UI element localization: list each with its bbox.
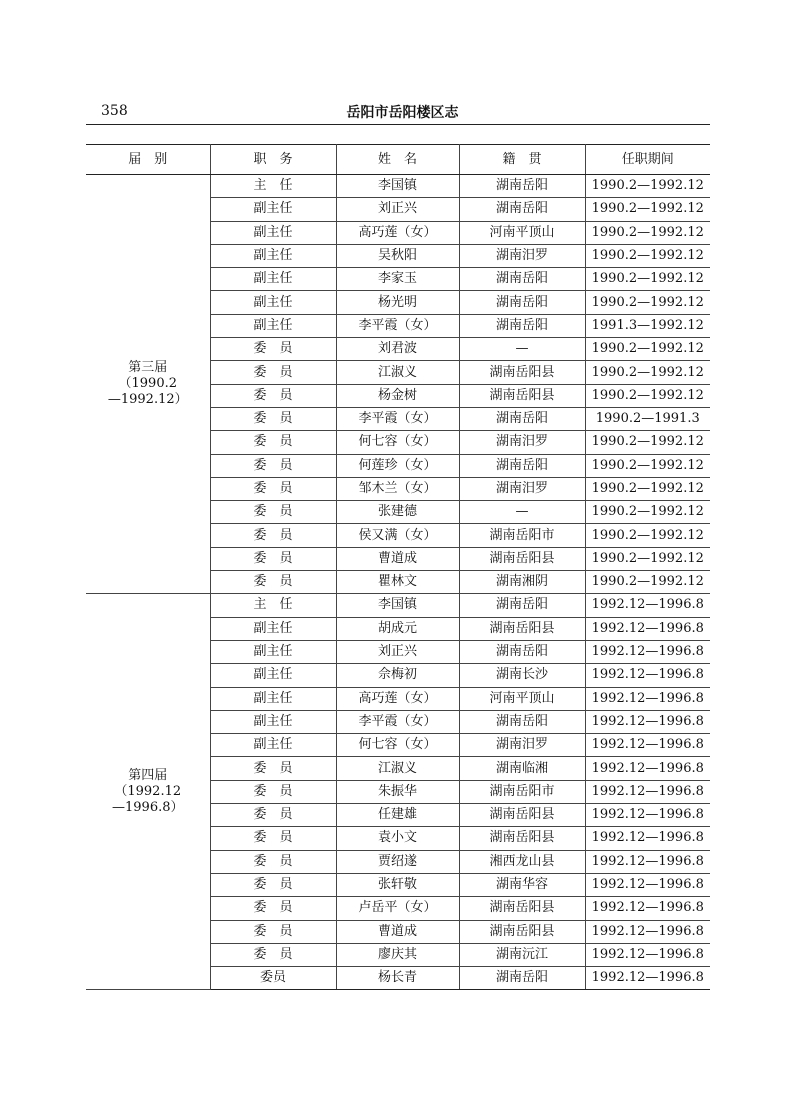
- native-place-cell: 湖南岳阳县: [459, 920, 585, 943]
- tenure-cell: 1990.2—1992.12: [585, 477, 710, 500]
- position-cell: 副主任: [210, 198, 336, 221]
- name-cell: 朱振华: [336, 780, 459, 803]
- position-cell: 副主任: [210, 268, 336, 291]
- position-cell: 委 员: [210, 780, 336, 803]
- position-cell: 委 员: [210, 431, 336, 454]
- position-cell: 主 任: [210, 594, 336, 617]
- name-cell: 瞿林文: [336, 571, 459, 594]
- name-cell: 曹道成: [336, 920, 459, 943]
- tenure-cell: 1990.2—1992.12: [585, 291, 710, 314]
- term-label-line: （1990.2: [118, 376, 177, 392]
- native-place-cell: 湖南岳阳: [459, 175, 585, 198]
- native-place-cell: 湖南汨罗: [459, 734, 585, 757]
- name-cell: 何七容（女）: [336, 734, 459, 757]
- position-cell: 副主任: [210, 617, 336, 640]
- native-place-cell: 湖南汨罗: [459, 477, 585, 500]
- native-place-cell: 河南平顶山: [459, 687, 585, 710]
- term-label-line: 第三届: [128, 360, 168, 376]
- native-place-cell: 湖南长沙: [459, 664, 585, 687]
- tenure-cell: 1992.12—1996.8: [585, 594, 710, 617]
- position-cell: 委 员: [210, 757, 336, 780]
- position-cell: 委 员: [210, 407, 336, 430]
- tenure-cell: 1992.12—1996.8: [585, 943, 710, 966]
- tenure-cell: 1990.2—1992.12: [585, 431, 710, 454]
- name-cell: 何莲珍（女）: [336, 454, 459, 477]
- position-cell: 委 员: [210, 361, 336, 384]
- position-cell: 主 任: [210, 175, 336, 198]
- position-cell: 副主任: [210, 640, 336, 663]
- native-place-cell: 湖南华容: [459, 873, 585, 896]
- tenure-cell: 1990.2—1992.12: [585, 547, 710, 570]
- name-cell: 高巧莲（女）: [336, 221, 459, 244]
- native-place-cell: 湖南汨罗: [459, 244, 585, 267]
- name-cell: 贾绍遂: [336, 850, 459, 873]
- native-place-cell: 湖南岳阳县: [459, 827, 585, 850]
- position-cell: 委 员: [210, 920, 336, 943]
- native-place-cell: 湖南岳阳: [459, 268, 585, 291]
- tenure-cell: 1991.3—1992.12: [585, 314, 710, 337]
- position-cell: 副主任: [210, 244, 336, 267]
- name-cell: 侯又满（女）: [336, 524, 459, 547]
- native-place-cell: 湖南汨罗: [459, 431, 585, 454]
- native-place-cell: 湘西龙山县: [459, 850, 585, 873]
- position-cell: 委 员: [210, 524, 336, 547]
- tenure-cell: 1990.2—1992.12: [585, 338, 710, 361]
- name-cell: 张建德: [336, 501, 459, 524]
- tenure-cell: 1992.12—1996.8: [585, 617, 710, 640]
- name-cell: 佘梅初: [336, 664, 459, 687]
- name-cell: 刘正兴: [336, 198, 459, 221]
- table-header-row: [86, 145, 710, 175]
- name-cell: 李平霞（女）: [336, 314, 459, 337]
- table-row: [86, 175, 710, 198]
- tenure-cell: 1992.12—1996.8: [585, 967, 710, 990]
- name-cell: 江淑义: [336, 757, 459, 780]
- position-cell: 委 员: [210, 501, 336, 524]
- name-cell: 杨金树: [336, 384, 459, 407]
- header-term: 届 别: [86, 145, 210, 175]
- tenure-cell: 1992.12—1996.8: [585, 850, 710, 873]
- position-cell: 委 员: [210, 827, 336, 850]
- native-place-cell: 河南平顶山: [459, 221, 585, 244]
- name-cell: 李家玉: [336, 268, 459, 291]
- native-place-cell: 湖南岳阳: [459, 314, 585, 337]
- tenure-cell: 1992.12—1996.8: [585, 757, 710, 780]
- header-position: 职 务: [210, 145, 336, 175]
- tenure-cell: 1990.2—1992.12: [585, 198, 710, 221]
- tenure-cell: 1990.2—1992.12: [585, 524, 710, 547]
- name-cell: 李国镇: [336, 175, 459, 198]
- position-cell: 副主任: [210, 734, 336, 757]
- native-place-cell: 湖南岳阳: [459, 198, 585, 221]
- native-place-cell: 湖南岳阳县: [459, 547, 585, 570]
- header-tenure: 任职期间: [585, 145, 710, 175]
- page-number: 358: [101, 103, 128, 119]
- name-cell: 李平霞（女）: [336, 710, 459, 733]
- tenure-cell: 1992.12—1996.8: [585, 827, 710, 850]
- name-cell: 袁小文: [336, 827, 459, 850]
- tenure-cell: 1990.2—1992.12: [585, 221, 710, 244]
- native-place-cell: 湖南岳阳: [459, 710, 585, 733]
- name-cell: 杨光明: [336, 291, 459, 314]
- tenure-cell: 1990.2—1992.12: [585, 501, 710, 524]
- tenure-cell: 1992.12—1996.8: [585, 710, 710, 733]
- tenure-cell: 1990.2—1992.12: [585, 384, 710, 407]
- committee-roster-table: [86, 144, 710, 990]
- tenure-cell: 1990.2—1992.12: [585, 454, 710, 477]
- native-place-cell: 湖南岳阳市: [459, 524, 585, 547]
- tenure-cell: 1992.12—1996.8: [585, 780, 710, 803]
- native-place-cell: —: [459, 501, 585, 524]
- position-cell: 委 员: [210, 477, 336, 500]
- tenure-cell: 1990.2—1992.12: [585, 361, 710, 384]
- native-place-cell: 湖南岳阳: [459, 291, 585, 314]
- native-place-cell: 湖南岳阳: [459, 967, 585, 990]
- position-cell: 委 员: [210, 384, 336, 407]
- native-place-cell: 湖南岳阳县: [459, 617, 585, 640]
- name-cell: 张轩敬: [336, 873, 459, 896]
- name-cell: 刘正兴: [336, 640, 459, 663]
- name-cell: 邹木兰（女）: [336, 477, 459, 500]
- tenure-cell: 1992.12—1996.8: [585, 734, 710, 757]
- tenure-cell: 1992.12—1996.8: [585, 897, 710, 920]
- name-cell: 何七容（女）: [336, 431, 459, 454]
- tenure-cell: 1992.12—1996.8: [585, 664, 710, 687]
- name-cell: 胡成元: [336, 617, 459, 640]
- native-place-cell: 湖南岳阳: [459, 407, 585, 430]
- position-cell: 委 员: [210, 943, 336, 966]
- tenure-cell: 1990.2—1992.12: [585, 571, 710, 594]
- position-cell: 副主任: [210, 291, 336, 314]
- name-cell: 李平霞（女）: [336, 407, 459, 430]
- native-place-cell: —: [459, 338, 585, 361]
- name-cell: 杨长青: [336, 967, 459, 990]
- position-cell: 委 员: [210, 850, 336, 873]
- position-cell: 副主任: [210, 221, 336, 244]
- position-cell: 委 员: [210, 571, 336, 594]
- term-cell: [86, 594, 210, 990]
- position-cell: 委 员: [210, 873, 336, 896]
- term-cell: [86, 175, 210, 594]
- tenure-cell: 1992.12—1996.8: [585, 640, 710, 663]
- tenure-cell: 1990.2—1992.12: [585, 175, 710, 198]
- header-name: 姓 名: [336, 145, 459, 175]
- term-label-line: —1996.8）: [112, 799, 184, 815]
- term-label-line: —1992.12）: [107, 392, 188, 408]
- tenure-cell: 1992.12—1996.8: [585, 804, 710, 827]
- native-place-cell: 湖南岳阳市: [459, 780, 585, 803]
- native-place-cell: 湖南临湘: [459, 757, 585, 780]
- position-cell: 副主任: [210, 664, 336, 687]
- header-rule: [86, 124, 710, 125]
- name-cell: 高巧莲（女）: [336, 687, 459, 710]
- name-cell: 任建雄: [336, 804, 459, 827]
- native-place-cell: 湖南岳阳县: [459, 361, 585, 384]
- running-title: 岳阳市岳阳楼区志: [346, 105, 459, 121]
- native-place-cell: 湖南岳阳县: [459, 384, 585, 407]
- name-cell: 吴秋阳: [336, 244, 459, 267]
- position-cell: 委 员: [210, 454, 336, 477]
- header-native-place: 籍 贯: [459, 145, 585, 175]
- tenure-cell: 1992.12—1996.8: [585, 920, 710, 943]
- name-cell: 江淑义: [336, 361, 459, 384]
- name-cell: 曹道成: [336, 547, 459, 570]
- table-row: [86, 594, 710, 617]
- name-cell: 卢岳平（女）: [336, 897, 459, 920]
- tenure-cell: 1992.12—1996.8: [585, 687, 710, 710]
- name-cell: 李国镇: [336, 594, 459, 617]
- tenure-cell: 1990.2—1992.12: [585, 244, 710, 267]
- table-body: [86, 175, 710, 990]
- position-cell: 委员: [210, 967, 336, 990]
- position-cell: 副主任: [210, 687, 336, 710]
- native-place-cell: 湖南岳阳县: [459, 804, 585, 827]
- tenure-cell: 1990.2—1991.3: [585, 407, 710, 430]
- tenure-cell: 1990.2—1992.12: [585, 268, 710, 291]
- position-cell: 委 员: [210, 897, 336, 920]
- position-cell: 委 员: [210, 547, 336, 570]
- native-place-cell: 湖南岳阳: [459, 594, 585, 617]
- position-cell: 副主任: [210, 314, 336, 337]
- native-place-cell: 湖南岳阳: [459, 454, 585, 477]
- position-cell: 副主任: [210, 710, 336, 733]
- native-place-cell: 湖南岳阳县: [459, 897, 585, 920]
- position-cell: 委 员: [210, 338, 336, 361]
- name-cell: 刘君波: [336, 338, 459, 361]
- term-label-line: （1992.12: [114, 783, 182, 799]
- position-cell: 委 员: [210, 804, 336, 827]
- tenure-cell: 1992.12—1996.8: [585, 873, 710, 896]
- native-place-cell: 湖南岳阳: [459, 640, 585, 663]
- native-place-cell: 湖南沅江: [459, 943, 585, 966]
- name-cell: 廖庆其: [336, 943, 459, 966]
- term-label-line: 第四届: [128, 767, 168, 783]
- native-place-cell: 湖南湘阴: [459, 571, 585, 594]
